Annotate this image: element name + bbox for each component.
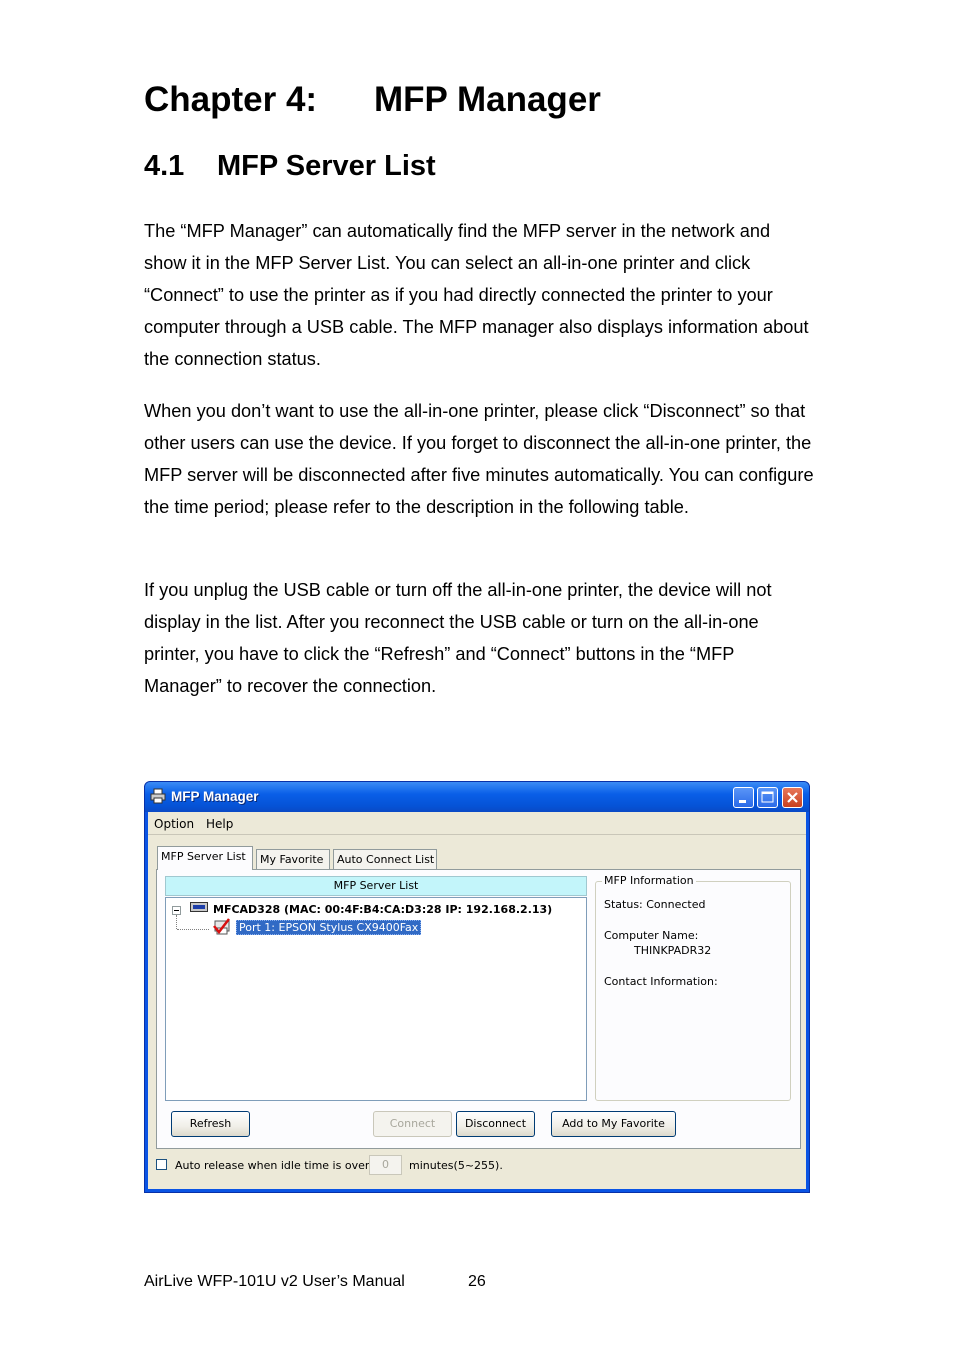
refresh-button[interactable]: Refresh [171,1111,250,1137]
menu-option[interactable]: Option [154,817,195,831]
computer-name-label: Computer Name: [604,929,699,942]
window-client-area [148,812,806,1189]
window-title: MFP Manager [171,789,259,804]
auto-release-checkbox[interactable] [156,1159,167,1170]
chapter-number: Chapter 4: [144,80,318,119]
server-tree[interactable] [165,897,587,1101]
connect-button[interactable]: Connect [373,1111,452,1137]
tab-mfp-server-list[interactable]: MFP Server List [157,846,253,870]
maximize-icon [758,788,777,807]
minimize-icon [734,788,753,807]
add-to-favorite-button[interactable]: Add to My Favorite [551,1111,676,1137]
computer-name-value: THINKPADR32 [634,944,712,957]
tab-my-favorite[interactable]: My Favorite [256,849,330,869]
auto-release-label: Auto release when idle time is over [175,1159,370,1172]
paragraph-disconnect: When you don’t want to use the all-in-one printer, please click “Disconnect” so that other users can use the device. If you forget to disconnect the all-in-one printer, the MFP server will be disconnected after five minutes automatically. You can configure the time period; please refer to the description in the following table. [144,401,814,517]
idle-minutes-input[interactable]: 0 [369,1155,402,1175]
paragraph-refresh: If you unplug the USB cable or turn off the all-in-one printer, the device will not display in the list. After you reconnect the USB cable or turn on the all-in-one printer, you have to click the “Refresh” and “Connect” buttons in the “MFP Manager” to recover the connection. [144,580,772,696]
mfp-information-title: MFP Information [604,874,694,887]
menu-help[interactable]: Help [206,817,234,831]
minutes-range-label: minutes(5~255). [409,1159,503,1172]
tree-connector [176,915,177,929]
status-text: Status: Connected [604,898,706,911]
chapter-title: MFP Manager [374,80,601,119]
list-header: MFP Server List [165,876,587,896]
page-number: 26 [468,1273,486,1290]
paragraph-intro: The “MFP Manager” can automatically find the MFP server in the network and show it in the MFP Server List. You can select an all-in-one printer and click “Connect” to use the printer as if you had directly connected the printer to your computer through a USB cable. The MFP manager also displays information about the connection status. [144,221,809,369]
contact-information-label: Contact Information: [604,975,718,988]
close-icon [783,788,802,807]
printer-icon [150,788,166,804]
maximize-button[interactable] [757,787,778,808]
tree-item-port[interactable]: Port 1: EPSON Stylus CX9400Fax [236,920,421,935]
collapse-icon[interactable] [172,906,181,915]
title-bar[interactable] [145,782,809,812]
server-list-panel [156,869,801,1149]
section-number: 4.1 [144,150,185,182]
mfp-manager-window [144,781,810,1193]
section-title: MFP Server List [217,150,436,182]
minimize-button[interactable] [733,787,754,808]
mfp-information-group [595,874,791,1101]
tab-auto-connect-list[interactable]: Auto Connect List [333,849,437,869]
chapter-heading [144,80,601,120]
footer-manual-title: AirLive WFP-101U v2 User’s Manual [144,1273,405,1290]
tree-connector [177,929,209,930]
server-icon [190,902,208,912]
disconnect-button[interactable]: Disconnect [456,1111,535,1137]
close-button[interactable] [782,787,803,808]
section-heading [144,150,436,183]
connected-printer-icon [212,918,232,936]
tree-item-server[interactable]: MFCAD328 (MAC: 00:4F:B4:CA:D3:28 IP: 192.168.2.13) [213,903,553,916]
menu-bar [148,812,806,835]
